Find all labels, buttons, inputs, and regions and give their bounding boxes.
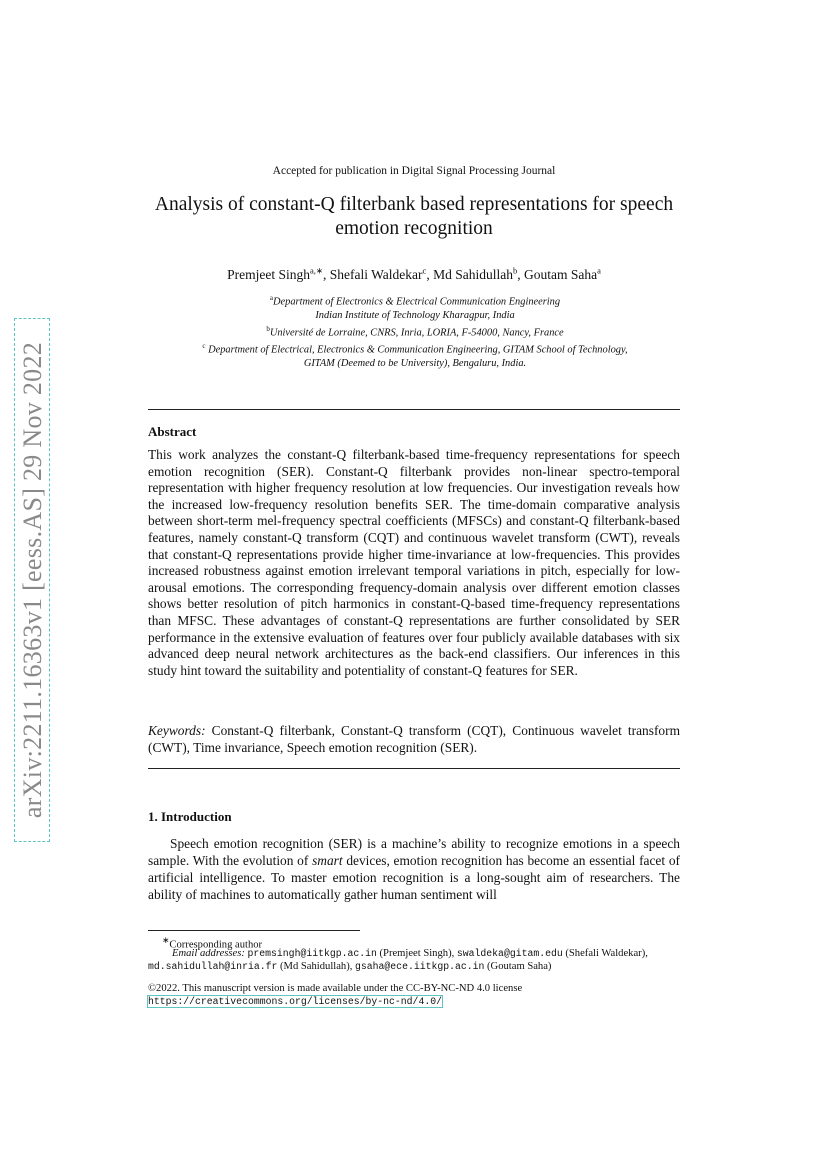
email-link[interactable]: md.sahidullah@inria.fr	[148, 961, 278, 973]
affiliation-c-line2: GITAM (Deemed to be University), Bengaluru, India.	[303, 357, 527, 369]
footnote-corresponding: ∗Corresponding author	[162, 935, 263, 951]
affiliation-a: $^a$Department of Electronics & Electrical Communication Engineering	[269, 294, 561, 308]
keywords	[148, 723, 680, 756]
author: Shefali Waldekar$^c$,	[329, 265, 434, 282]
section-heading-introduction: 1. Introduction	[148, 809, 232, 824]
author: Goutam Saha$^a$	[523, 265, 601, 282]
footnote-license	[148, 982, 680, 1009]
email-link[interactable]: premsingh@iitkgp.ac.in	[247, 948, 377, 959]
affiliation-b: $^b$Université de Lorraine, CNRS, Inria, LORIA, F-54000, Nancy, France	[266, 324, 564, 339]
abstract-heading: Abstract	[148, 424, 197, 439]
author: Premjeet Singh$^{a,∗}$,	[227, 265, 330, 282]
introduction-paragraph: Speech emotion recognition (SER) is a machine’s ability to recognize emotions in a speech sample. With the evolution of smart devices, emotion recognition has become an essential facet of artificial intelligence. To master emotion recognition is a long-sought aim of researchers. The ability of machines to automatically gather human sentiment will	[148, 836, 680, 902]
footnote-rule	[148, 930, 360, 931]
footnote-emails: Email addresses: premsingh@iitkgp.ac.in (Premjeet Singh), swaldeka@gitam.edu (Shefali Waldekar), md.sahidullah@inria.fr (Md Sahidullah), gsaha@ece.iitkgp.ac.in (Goutam Saha)	[148, 948, 648, 973]
affiliations	[100, 292, 730, 370]
license-link[interactable]: https://creativecommons.org/licenses/by-nc-nd/4.0/	[148, 996, 442, 1008]
license-text: ©2022. This manuscript version is made available under the CC-BY-NC-ND 4.0 license	[148, 983, 523, 994]
email-link[interactable]: swaldeka@gitam.edu	[456, 948, 563, 959]
abstract-bottom-rule	[148, 768, 680, 769]
author: Md Sahidullah$^b$,	[433, 265, 524, 282]
abstract-text: This work analyzes the constant-Q filterbank-based time-frequency representations for speech emotion recognition (SER). Constant-Q filterbank provides non-linear spectro-temporal representation with higher frequency resolution at low frequencies. Our investigation reveals how the increased low-frequency resolution benefits SER. The time-domain comparative analysis between short-term mel-frequency spectral coefficients (MFSCs) and constant-Q filterbank-based features, namely constant-Q transform (CQT) and continuous wavelet transform (CWT), reveals that constant-Q representations provide higher time-invariance at low-frequencies. This provides increased robustness against emotion irrelevant temporal variations in pitch, especially for low-arousal emotions. The corresponding frequency-domain analysis over different emotion classes shows better resolution of pitch harmonics in constant-Q-based time-frequency representations than MFSC. These advantages of constant-Q representations are further consolidated by SER performance in the extensive evaluation of features over four publicly available databases with six advanced deep neural network architectures as the back-end classifiers. Our inferences in this study hint toward the suitability and potentiality of constant-Q features for SER.	[148, 447, 680, 678]
abstract-top-rule	[148, 409, 680, 410]
arxiv-identifier[interactable]: arXiv:2211.16363v1 [eess.AS] 29 Nov 2022	[18, 341, 47, 819]
affiliation-a-line2: Indian Institute of Technology Kharagpur, India	[315, 310, 515, 322]
email-link[interactable]: gsaha@ece.iitkgp.ac.in	[355, 961, 485, 973]
paper-title: Analysis of constant-Q filterbank based representations for speech emotion recognition	[154, 194, 674, 239]
emphasis-smart: smart	[312, 853, 343, 868]
keywords-label: Keywords:	[148, 723, 206, 738]
author-list	[0, 265, 828, 283]
affiliation-c: $^c$ Department of Electrical, Electronics & Communication Engineering, GITAM School of Technology,	[202, 341, 628, 356]
keywords-list: Constant-Q filterbank, Constant-Q transform (CQT), Continuous wavelet transform (CWT), Time invariance, Speech emotion recognition (SER).	[148, 723, 680, 755]
publication-note: Accepted for publication in Digital Signal Processing Journal	[272, 165, 556, 177]
